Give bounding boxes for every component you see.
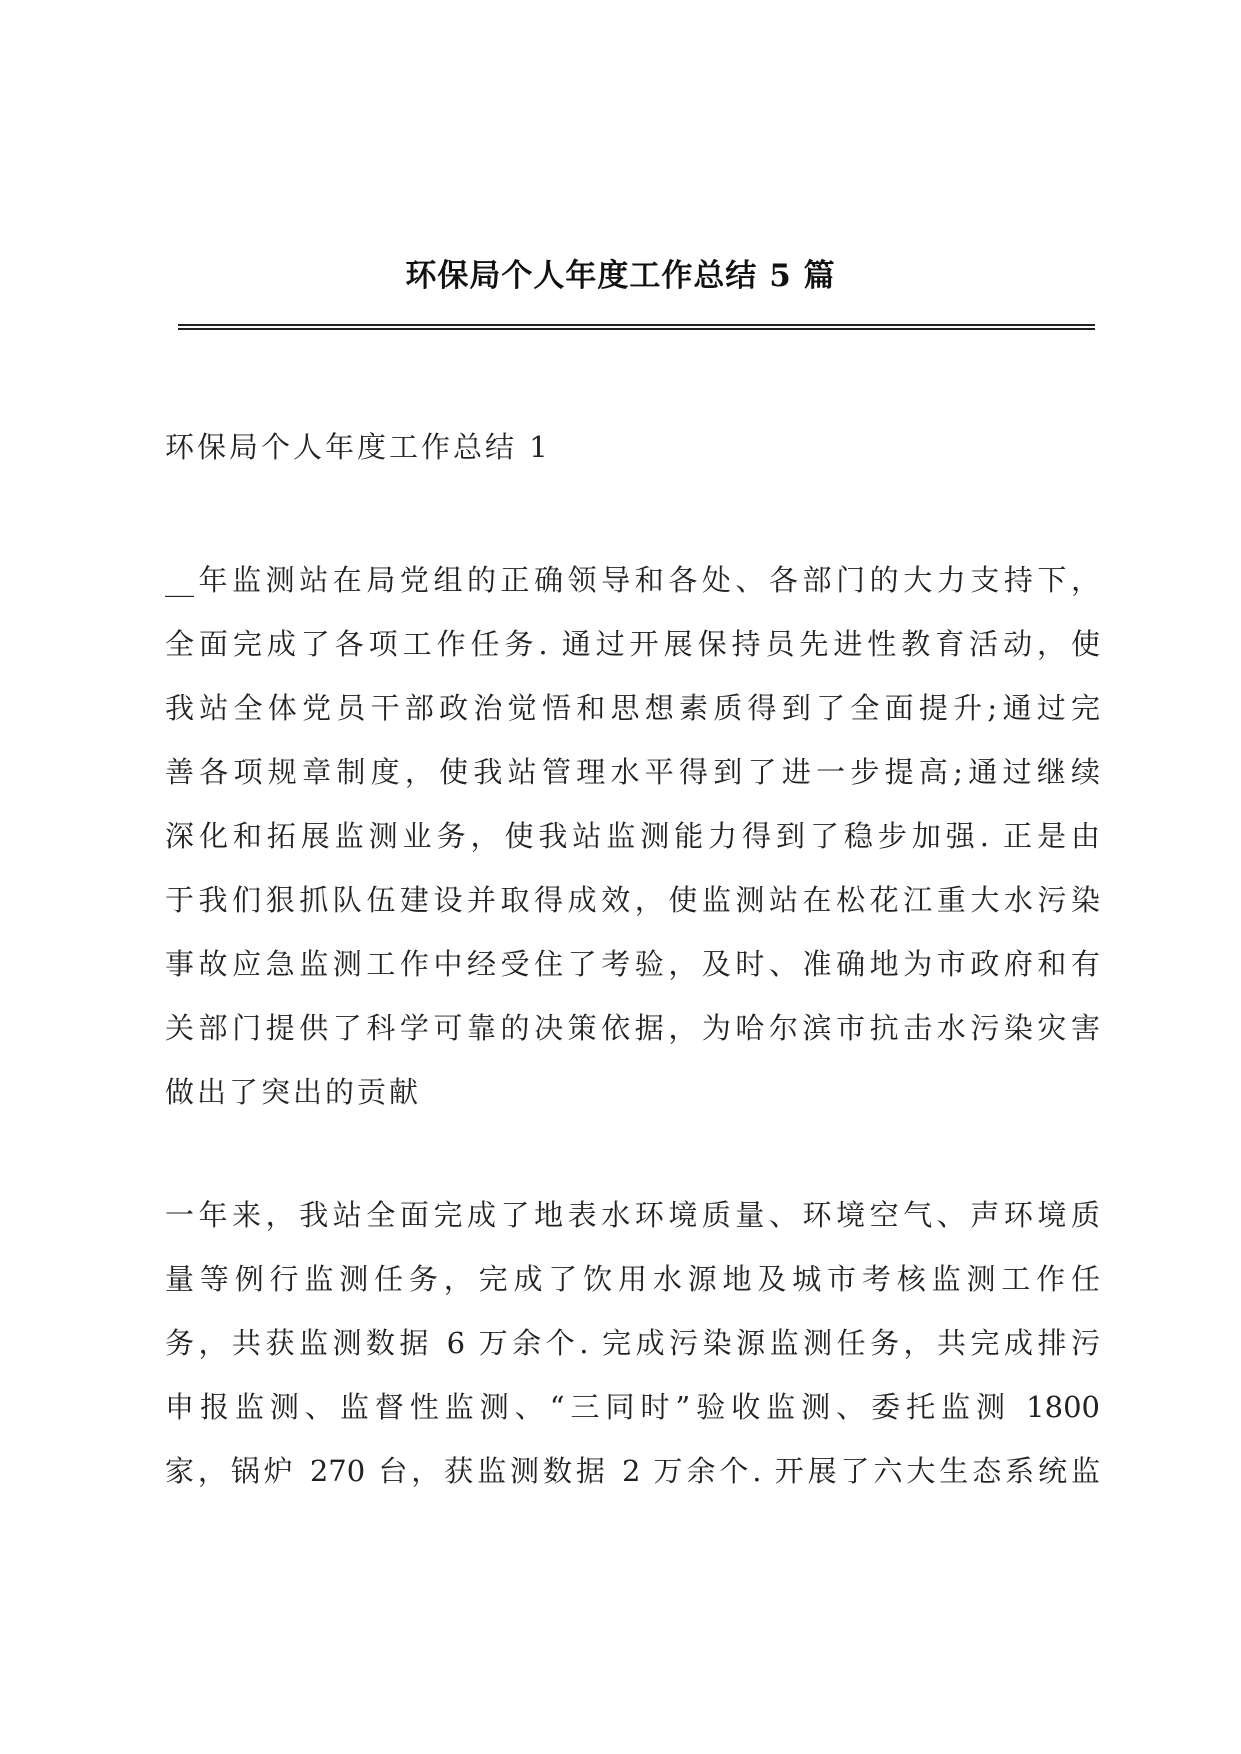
document-title: 环保局个人年度工作总结 5 篇	[405, 258, 836, 294]
paragraph-line: 一年来，我站全面完成了地表水环境质量、环境空气、声环境质	[165, 1198, 1100, 1232]
section-heading: 环保局个人年度工作总结 1	[165, 430, 551, 464]
paragraph-line: 务，共获监测数据 6 万余个. 完成污染源监测任务，共完成排污	[165, 1326, 1100, 1360]
paragraph-line: 关部门提供了科学可靠的决策依据，为哈尔滨市抗击水污染灾害	[165, 1011, 1100, 1045]
title-double-rule	[178, 324, 1095, 330]
paragraph-line: 于我们狠抓队伍建设并取得成效，使监测站在松花江重大水污染	[165, 883, 1100, 917]
paragraph-line: 申报监测、监督性监测、“三同时”验收监测、委托监测 1800	[165, 1390, 1100, 1424]
paragraph-line: 善各项规章制度，使我站管理水平得到了进一步提高;通过继续	[165, 755, 1100, 789]
paragraph-line: 事故应急监测工作中经受住了考验，及时、准确地为市政府和有	[165, 947, 1100, 981]
paragraph-line: __年监测站在局党组的正确领导和各处、各部门的大力支持下，	[165, 563, 1100, 597]
paragraph-line: 量等例行监测任务，完成了饮用水源地及城市考核监测工作任	[165, 1262, 1100, 1296]
paragraph-line: 全面完成了各项工作任务. 通过开展保持员先进性教育活动，使	[165, 627, 1100, 661]
paragraph-line: 家，锅炉 270 台，获监测数据 2 万余个. 开展了六大生态系统监	[165, 1454, 1100, 1488]
paragraph-2	[165, 1183, 1100, 1503]
paragraph-line: 做出了突出的贡献	[165, 1075, 422, 1109]
paragraph-line: 深化和拓展监测业务，使我站监测能力得到了稳步加强. 正是由	[165, 819, 1100, 853]
paragraph-1	[165, 548, 1100, 1124]
paragraph-line: 我站全体党员干部政治觉悟和思想素质得到了全面提升;通过完	[165, 691, 1100, 725]
